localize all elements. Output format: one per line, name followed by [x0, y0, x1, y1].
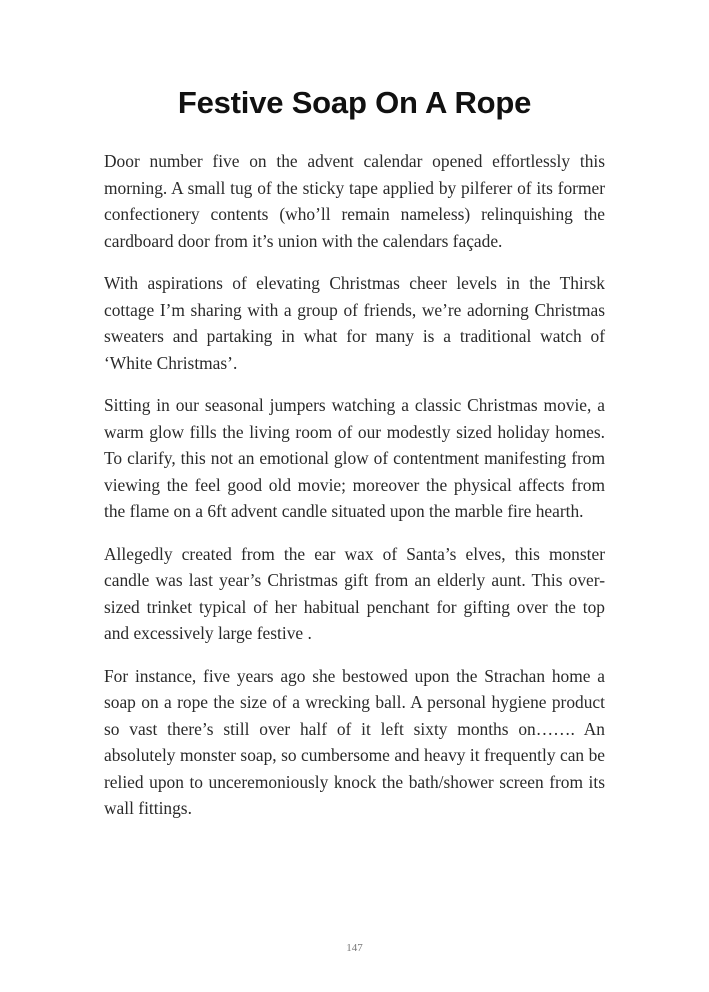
page-number: 147: [346, 942, 363, 954]
paragraph: Allegedly created from the ear wax of Santa’s elves, this monster candle was last year’s Christmas gift from an elderly aunt. This over-sized trinket typical of her habitual penchant for gifting over the top and excessively large festive .: [104, 543, 605, 643]
paragraph: Sitting in our seasonal jumpers watching a classic Christmas movie, a warm glow fills the living room of our modestly sized holiday homes. To clarify, this not an emotional glow of contentment manifesting from viewing the feel good old movie; moreover the physical affects from the flame on a 6ft advent candle situated upon the marble fire hearth.: [104, 395, 605, 521]
chapter-title: Festive Soap On A Rope: [177, 85, 532, 120]
paragraph: With aspirations of elevating Christmas cheer levels in the Thirsk cottage I’m sharing with a group of friends, we’re adorning Christmas sweaters and partaking in what for many is a traditional watch of ‘White Christmas’.: [104, 273, 605, 373]
paragraph: Door number five on the advent calendar opened effortlessly this morning. A small tug of the sticky tape applied by pilferer of its former confectionery contents (who’ll remain nameless) relinquishing the cardboard door from it’s union with the calendars façade.: [104, 151, 605, 251]
paragraph: For instance, five years ago she bestowed upon the Strachan home a soap on a rope the size of a wrecking ball. A personal hygiene product so vast there’s still over half of it left sixty months on……. An absolutely monster soap, so cumbersome and heavy it frequently can be relied upon to unceremoniously knock the bath/shower screen from its wall fittings.: [104, 665, 605, 818]
chapter-body: [104, 148, 605, 838]
